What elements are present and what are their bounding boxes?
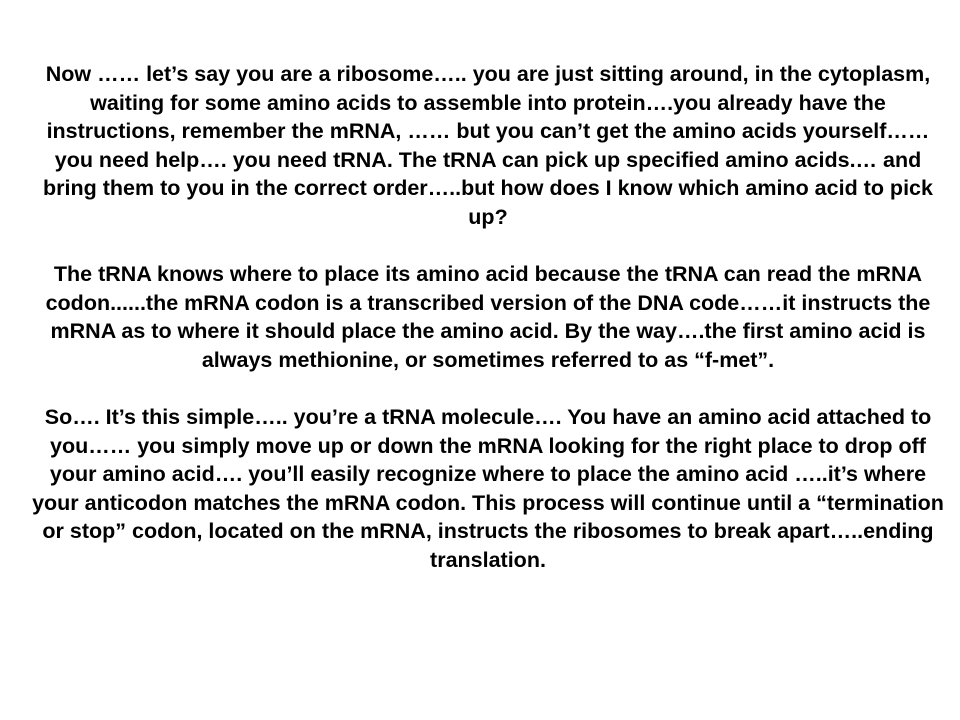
paragraph-ribosome-intro: Now …… let’s say you are a ribosome….. you are just sitting around, in the cytoplasm, waiting for some amino acids to assemble into protein….you already have the instructions, remember the mRNA, …… but you can’t get the amino acids yourself…… you need help…. you need tRNA. The tRNA can pick up specified amino acids.… and bring them to you in the correct order…..but how does I know which amino acid to pick up? [43, 62, 933, 229]
paragraph-translation-process: So…. It’s this simple….. you’re a tRNA molecule…. You have an amino acid attached to you…… you simply move up or down the mRNA looking for the right place to drop off your amino acid…. you’ll easily recognize where to place the amino acid …..it’s where your anticodon matches the mRNA codon. This process will continue until a “termination or stop” codon, located on the mRNA, instructs the ribosomes to break apart…..ending translation. [32, 405, 944, 572]
paragraph-trna-codon: The tRNA knows where to place its amino acid because the tRNA can read the mRNA codon......the mRNA codon is a transcribed version of the DNA code……it instructs the mRNA as to where it should place the amino acid. By the way….the first amino acid is always methionine, or sometimes referred to as “f-met”. [45, 262, 931, 372]
slide-body [28, 60, 948, 574]
